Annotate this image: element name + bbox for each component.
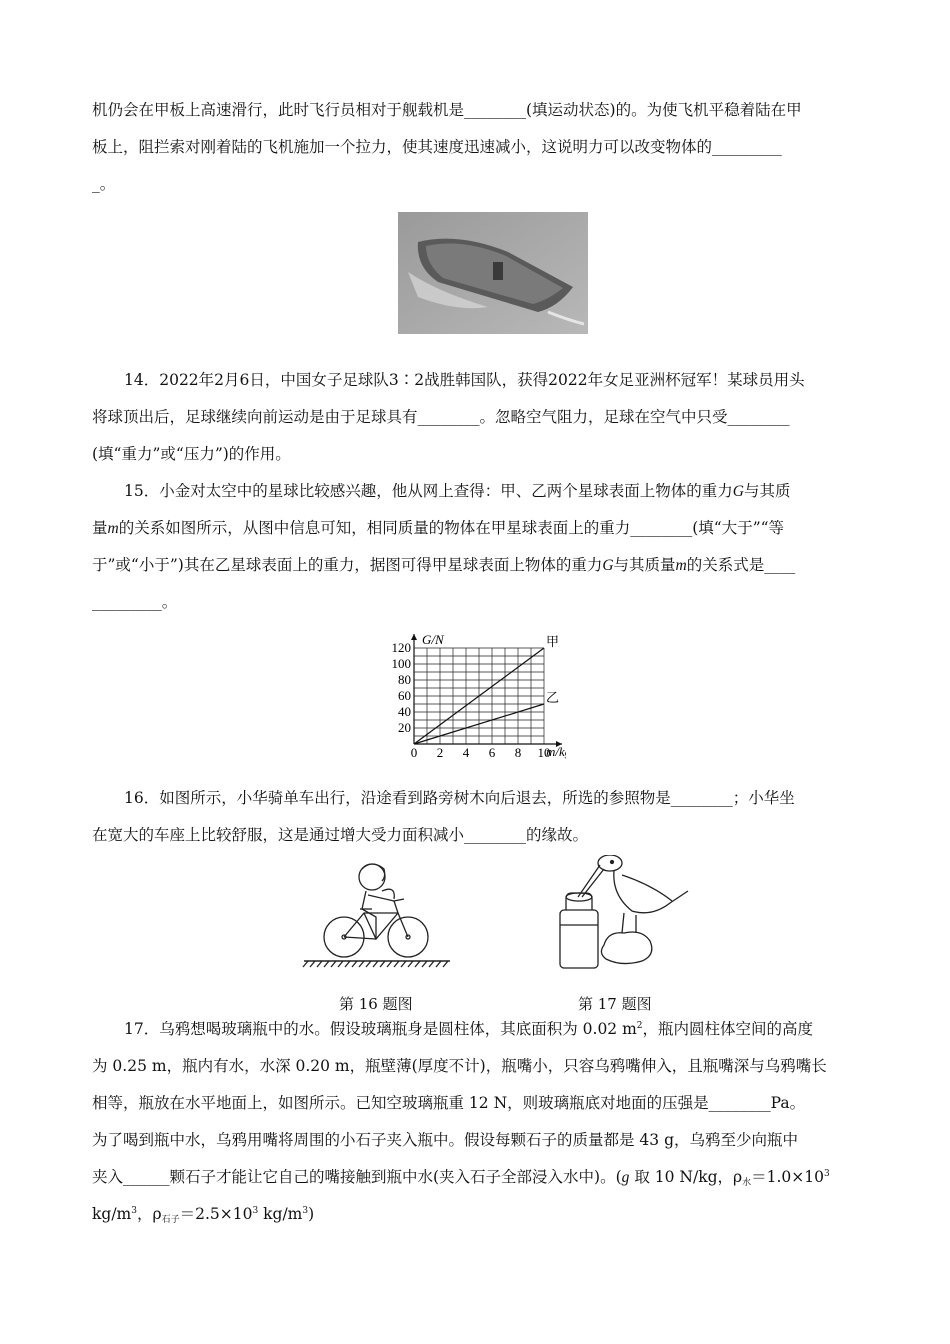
question-15-text	[92, 473, 860, 621]
superscript: 3	[131, 1206, 137, 1216]
q17-text: 17．乌鸦想喝玻璃瓶中的水。假设玻璃瓶身是圆柱体，其底面积为 0.02 m	[124, 1020, 637, 1038]
q17-line-6	[92, 1196, 860, 1233]
hatch-line	[303, 961, 308, 967]
x-tick-label: 8	[514, 745, 522, 760]
chart-svg	[376, 622, 566, 770]
q15-text: 与其质	[743, 482, 791, 500]
hatch-line	[394, 961, 399, 967]
q17-line-5	[92, 1159, 860, 1196]
y-tick-label: 60	[398, 688, 411, 703]
hatch-line	[401, 961, 406, 967]
question-16-text	[92, 780, 860, 854]
q17-text: kg/m	[92, 1205, 132, 1223]
hatch-line	[436, 961, 441, 967]
symbol-g: g	[621, 1169, 630, 1186]
symbol-m: m	[675, 557, 687, 574]
q15-text: 15．小金对太空中的星球比较感兴趣，他从网上查得：甲、乙两个星球表面上物体的重力	[124, 482, 733, 500]
x-axis-label: m/k	[546, 744, 565, 759]
q13-line-1: 机仍会在甲板上高速滑行，此时飞行员相对于舰载机是________(填运动状态)的。为使飞机平稳着陆在甲	[92, 101, 802, 119]
q17-line-4: 为了喝到瓶中水，乌鸦用嘴将周围的小石子夹入瓶中。假设每颗石子的质量都是 43 g，乌鸦至少向瓶中	[92, 1131, 799, 1149]
hatch-line	[359, 961, 364, 967]
hatch-line	[380, 961, 385, 967]
question-17-text	[92, 1011, 860, 1233]
chart-ticks	[392, 640, 551, 760]
hatch-line	[331, 961, 336, 967]
hatch-line	[317, 961, 322, 967]
q17-line-1	[92, 1011, 860, 1048]
hatch-line	[443, 961, 448, 967]
q14-line-2: 将球顶出后，足球继续向前运动是由于足球具有________。忽略空气阻力，足球在空气中只受________	[92, 408, 790, 426]
y-axis-arrow	[411, 634, 417, 640]
q16-line-2: 在宽大的车座上比较舒服，这是通过增大受力面积减小________的缘故。	[92, 826, 589, 844]
y-tick-label: 120	[391, 640, 411, 655]
q15-line-2	[92, 510, 860, 547]
hatch-line	[310, 961, 315, 967]
q15-text: 量	[92, 519, 108, 537]
q17-line-3: 相等，瓶放在水平地面上，如图所示。已知空玻璃瓶重 12 N，则玻璃瓶底对地面的压强是________Pa。	[92, 1094, 806, 1112]
hatch-line	[345, 961, 350, 967]
hatch-line	[387, 961, 392, 967]
q14-line-1: 14．2022年2月6日，中国女子足球队3∶2战胜韩国队，获得2022年女足亚洲杯冠军！某球员用头	[124, 371, 805, 389]
hatch-line	[373, 961, 378, 967]
q17-line-2: 为 0.25 m，瓶内有水，水深 0.20 m，瓶壁薄(厚度不计)，瓶嘴小，只容乌鸦嘴伸入，且瓶嘴深与乌鸦嘴长	[92, 1057, 827, 1075]
x-tick-label: 10	[537, 745, 551, 760]
q17-text: ＝1.0×10	[751, 1168, 825, 1186]
y-tick-label: 20	[398, 720, 411, 735]
question-13-text	[92, 92, 860, 203]
symbol-G: G	[602, 557, 614, 574]
y-tick-label: 100	[391, 656, 411, 671]
q15-text: 的关系如图所示，从图中信息可知，相同质量的物体在甲星球表面上的重力________(填“大于”“等	[118, 519, 785, 537]
q15-text: 的关系式是____	[686, 556, 796, 574]
caption-fig-16: 第 16 题图	[339, 995, 413, 1013]
g-m-chart	[376, 622, 566, 770]
hatch-line	[324, 961, 329, 967]
q17-text: kg/m	[258, 1205, 303, 1223]
ground-hatching	[303, 961, 448, 967]
chart-series	[414, 634, 559, 744]
cyclist-figure	[302, 855, 452, 970]
superscript: 3	[302, 1206, 309, 1216]
superscript: 2	[636, 1021, 643, 1031]
y-axis-label: G/N	[422, 632, 444, 647]
symbol-m: m	[107, 520, 119, 537]
hatch-line	[422, 961, 427, 967]
q14-line-3: (填“重力”或“压力”)的作用。	[92, 445, 291, 463]
hatch-line	[415, 961, 420, 967]
q13-line-2: 板上，阻拦索对刚着陆的飞机施加一个拉力，使其速度迅速减小，这说明力可以改变物体的_________	[92, 138, 782, 156]
symbol-G: G	[732, 483, 744, 500]
q17-text: ，ρ	[136, 1205, 162, 1223]
q17-text: 夹入______颗石子才能让它自己的嘴接触到瓶中水(夹入石子全部浸入水中)。(	[92, 1168, 622, 1186]
q15-line-4: _________。	[92, 593, 178, 611]
q15-text: 于”或“小于”)其在乙星球表面上的重力，据图可得甲星球表面上物体的重力	[92, 556, 603, 574]
q17-text: )	[308, 1205, 315, 1223]
superscript: 3	[824, 1169, 830, 1179]
aircraft-carrier-photo	[398, 212, 588, 334]
hatch-line	[352, 961, 357, 967]
q15-line-3	[92, 547, 860, 584]
q17-text: ＝2.5×10	[179, 1205, 253, 1223]
q16-line-1: 16．如图所示，小华骑单车出行，沿途看到路旁树木向后退去，所选的参照物是________；小华坐	[124, 789, 795, 807]
subscript: 水	[742, 1178, 752, 1188]
q17-text: 取 10 N/kg，ρ	[629, 1168, 743, 1186]
hatch-line	[338, 961, 343, 967]
x-tick-label: 4	[462, 745, 470, 760]
question-14-text	[92, 362, 860, 473]
chart-axes	[411, 632, 566, 759]
series-label: 乙	[546, 690, 560, 705]
caption-fig-17: 第 17 题图	[578, 995, 652, 1013]
hatch-line	[408, 961, 413, 967]
subscript: 石子	[161, 1215, 180, 1225]
hatch-line	[429, 961, 434, 967]
q13-line-3: _。	[92, 175, 116, 193]
q15-text: 与其质量	[613, 556, 676, 574]
q17-text: ，瓶内圆柱体空间的高度	[642, 1020, 814, 1038]
y-tick-label: 40	[398, 704, 411, 719]
superscript: 3	[252, 1206, 259, 1216]
y-tick-label: 80	[398, 672, 411, 687]
hatch-line	[366, 961, 371, 967]
q15-line-1	[92, 473, 860, 510]
x-tick-label: 6	[488, 745, 496, 760]
x-tick-label: 2	[436, 745, 444, 760]
crow-bottle-figure	[552, 855, 692, 973]
x-tick-label: 0	[410, 745, 418, 760]
series-label: 甲	[546, 634, 560, 649]
